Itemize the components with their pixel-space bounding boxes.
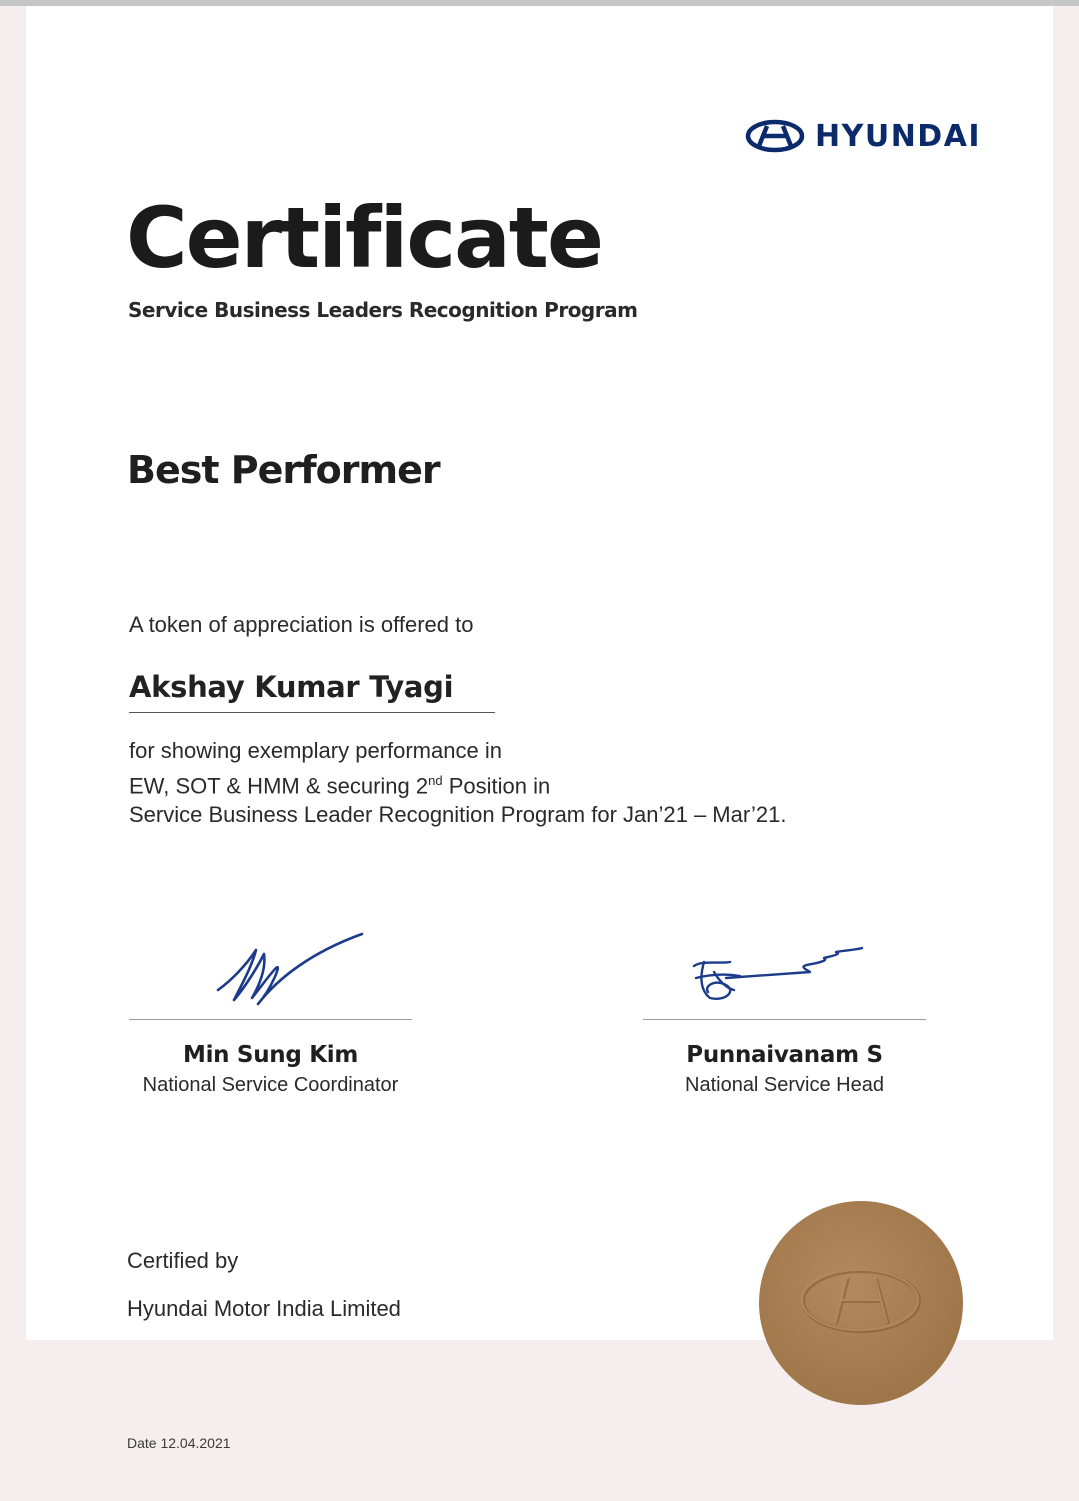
signatory-name: Min Sung Kim <box>182 1042 358 1068</box>
signature-line <box>129 1019 412 1020</box>
citation-line-3: Service Business Leader Recognition Program for Jan’21 – Mar’21. <box>129 802 787 828</box>
citation-text <box>129 736 787 830</box>
signature-line <box>643 1019 926 1020</box>
intro-text: A token of appreciation is offered to <box>129 612 474 637</box>
hyundai-logo-icon <box>745 119 805 153</box>
company-name: Hyundai Motor India Limited <box>127 1296 401 1321</box>
citation-line-1: for showing exemplary performance in <box>129 738 502 763</box>
award-title: Best Performer <box>127 448 440 492</box>
signatory-1 <box>129 1019 412 1097</box>
signatory-2 <box>643 1019 926 1097</box>
signatory-role: National Service Coordinator <box>142 1074 399 1096</box>
certified-by-label: Certified by <box>127 1248 239 1273</box>
citation-line-2: EW, SOT & HMM & securing 2nd Position in <box>129 772 551 798</box>
signature-min-sung-kim <box>212 928 367 1010</box>
signature-punnaivanam-s <box>686 942 870 1006</box>
recipient-underline <box>129 712 495 713</box>
hyundai-embossed-seal-icon <box>758 1200 964 1406</box>
brand-name: HYUNDAI <box>815 118 982 154</box>
recipient-name: Akshay Kumar Tyagi <box>129 670 454 704</box>
signatory-name: Punnaivanam S <box>686 1042 883 1068</box>
hyundai-logo <box>745 116 981 156</box>
issue-date: Date 12.04.2021 <box>127 1435 231 1451</box>
program-subtitle: Service Business Leaders Recognition Program <box>128 298 638 322</box>
certificate-title: Certificate <box>126 189 602 287</box>
signatory-role: National Service Head <box>685 1074 884 1096</box>
